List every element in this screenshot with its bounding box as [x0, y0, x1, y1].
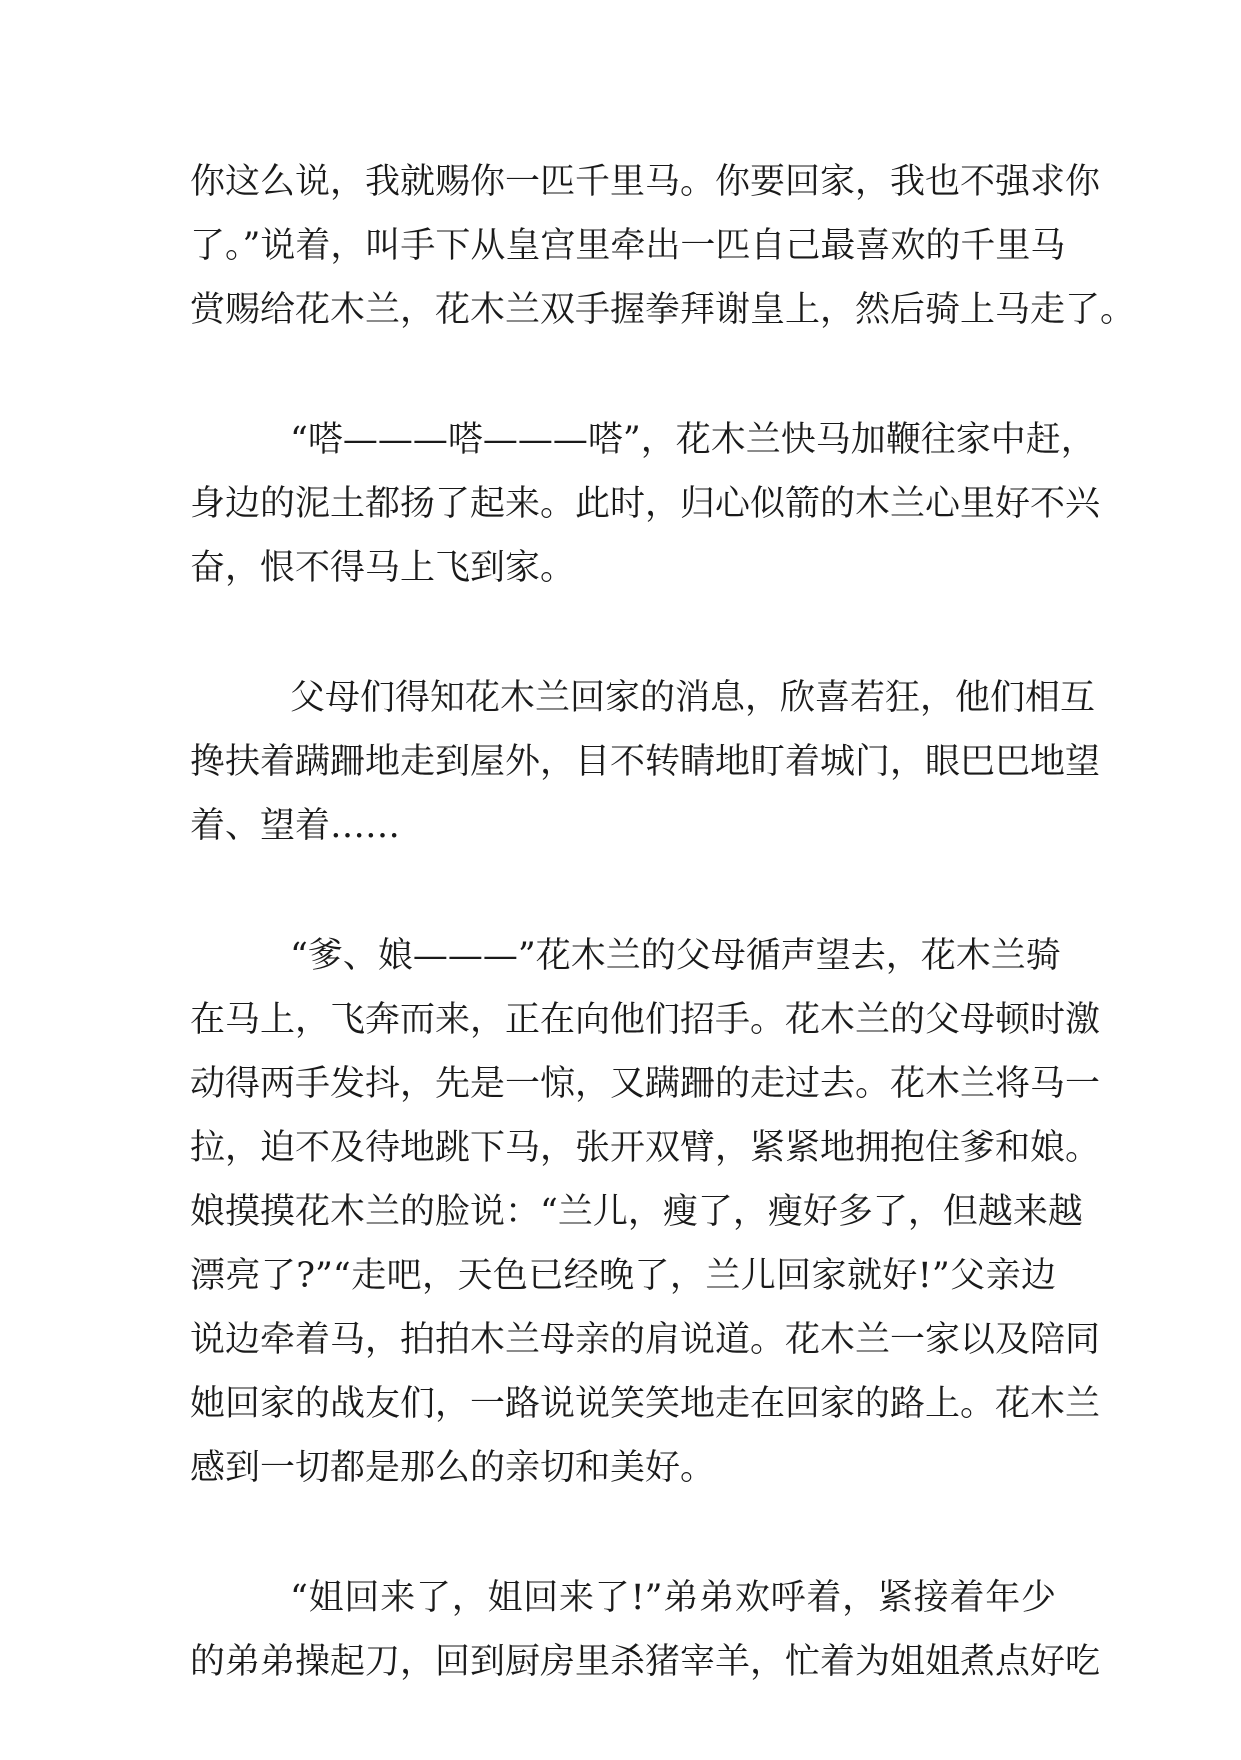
paragraph-5 — [190, 1566, 1101, 1694]
text-line: “嗒———嗒———嗒”，花木兰快马加鞭往家中赶， — [290, 420, 1096, 460]
text-line: 父母们得知花木兰回家的消息，欣喜若狂，他们相互 — [290, 678, 1096, 718]
text-line: 在马上，飞奔而来，正在向他们招手。花木兰的父母顿时激 — [190, 1000, 1101, 1040]
text-line: 搀扶着蹒跚地走到屋外，目不转睛地盯着城门，眼巴巴地望 — [190, 742, 1101, 782]
text-line: 了。”说着，叫手下从皇宫里牵出一匹自己最喜欢的千里马 — [190, 226, 1066, 266]
text-line: “爹、娘———”花木兰的父母循声望去，花木兰骑 — [290, 936, 1061, 976]
text-line: 动得两手发抖，先是一惊，又蹒跚的走过去。花木兰将马一 — [190, 1064, 1101, 1104]
text-line: 身边的泥土都扬了起来。此时，归心似箭的木兰心里好不兴 — [190, 484, 1101, 524]
text-line: 说边牵着马，拍拍木兰母亲的肩说道。花木兰一家以及陪同 — [190, 1320, 1101, 1360]
text-line: 感到一切都是那么的亲切和美好。 — [190, 1448, 716, 1488]
text-line: 赏赐给花木兰，花木兰双手握拳拜谢皇上，然后骑上马走了。 — [190, 290, 1136, 330]
paragraph-1 — [190, 150, 1136, 342]
text-line: 漂亮了?”“走吧，天色已经晚了，兰儿回家就好!”父亲边 — [190, 1256, 1056, 1296]
text-line: 奋，恨不得马上飞到家。 — [190, 548, 576, 588]
document-page — [190, 150, 1136, 1760]
text-line: 娘摸摸花木兰的脸说：“兰儿，瘦了，瘦好多了，但越来越 — [190, 1192, 1083, 1232]
text-line: “姐回来了，姐回来了!”弟弟欢呼着，紧接着年少 — [290, 1578, 1056, 1618]
paragraph-2 — [190, 408, 1101, 600]
text-line: 她回家的战友们，一路说说笑笑地走在回家的路上。花木兰 — [190, 1384, 1101, 1424]
text-line: 拉，迫不及待地跳下马，张开双臂，紧紧地拥抱住爹和娘。 — [190, 1128, 1101, 1168]
text-line: 的弟弟操起刀，回到厨房里杀猪宰羊，忙着为姐姐煮点好吃 — [190, 1642, 1101, 1682]
text-line: 你这么说，我就赐你一匹千里马。你要回家，我也不强求你 — [190, 162, 1101, 202]
paragraph-4 — [190, 924, 1101, 1500]
paragraph-3 — [190, 666, 1101, 858]
text-line: 着、望着…… — [190, 806, 401, 846]
